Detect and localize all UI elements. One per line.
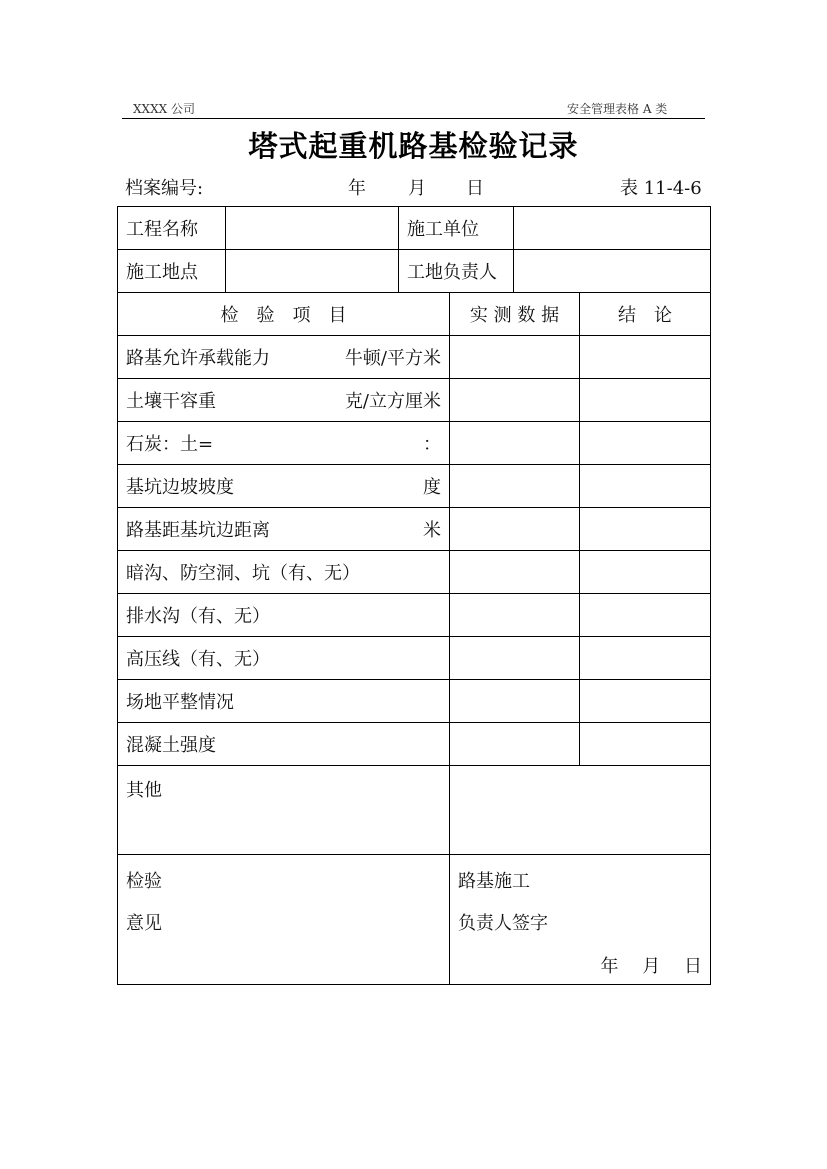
- form-class: 安全管理表格 A 类: [567, 102, 668, 116]
- site-manager-field[interactable]: [514, 250, 711, 293]
- item-name: 路基距基坑边距离: [126, 520, 270, 541]
- item-name: 基坑边坡坡度: [126, 477, 234, 498]
- item-unit: 牛顿/平方米: [344, 348, 441, 369]
- signature-date: 年 月 日: [600, 956, 702, 977]
- table-row: [118, 723, 711, 766]
- other-label: 其他: [118, 766, 450, 855]
- other-row: [118, 766, 711, 855]
- item-name: 高压线（有、无）: [126, 649, 270, 670]
- table-row: [118, 508, 711, 551]
- info-row: [118, 207, 711, 250]
- date-year-label: 年: [348, 178, 366, 199]
- table-row: [118, 637, 711, 680]
- measured-value-field[interactable]: [450, 508, 580, 551]
- table-row: [118, 465, 711, 508]
- item-column-header: 检 验 项 目: [118, 293, 450, 336]
- item-name: 土壤干容重: [126, 391, 216, 412]
- project-name-field[interactable]: [226, 207, 399, 250]
- item-cell: [118, 594, 450, 637]
- other-field[interactable]: [450, 766, 711, 855]
- table-row: [118, 680, 711, 723]
- item-cell: [118, 336, 450, 379]
- item-cell: [118, 465, 450, 508]
- measured-value-field[interactable]: [450, 422, 580, 465]
- conclusion-column-header: 结 论: [580, 293, 711, 336]
- item-cell: [118, 680, 450, 723]
- item-name: 暗沟、防空洞、坑（有、无）: [126, 563, 360, 584]
- inspection-opinion-label-2: 意见: [126, 913, 162, 934]
- table-row: [118, 336, 711, 379]
- signature-cell[interactable]: [450, 855, 711, 985]
- date-day-label: 日: [466, 178, 484, 199]
- item-cell: [118, 379, 450, 422]
- conclusion-field[interactable]: [580, 336, 711, 379]
- item-cell: [118, 508, 450, 551]
- item-unit: ：: [423, 434, 441, 455]
- item-name: 路基允许承载能力: [126, 348, 270, 369]
- conclusion-field[interactable]: [580, 422, 711, 465]
- measured-value-field[interactable]: [450, 637, 580, 680]
- item-name: 排水沟（有、无）: [126, 606, 270, 627]
- table-row: [118, 594, 711, 637]
- header-divider: [122, 118, 705, 119]
- inspection-opinion-cell[interactable]: [118, 855, 450, 985]
- signature-label-1: 路基施工: [458, 871, 530, 892]
- conclusion-field[interactable]: [580, 465, 711, 508]
- item-unit: 度: [423, 477, 441, 498]
- signoff-row: [118, 855, 711, 985]
- item-cell: [118, 723, 450, 766]
- conclusion-field[interactable]: [580, 637, 711, 680]
- item-name: 混凝土强度: [126, 735, 216, 756]
- signature-label-2: 负责人签字: [458, 913, 548, 934]
- conclusion-field[interactable]: [580, 551, 711, 594]
- conclusion-field[interactable]: [580, 508, 711, 551]
- item-cell: [118, 637, 450, 680]
- measured-value-field[interactable]: [450, 465, 580, 508]
- conclusion-field[interactable]: [580, 379, 711, 422]
- project-name-label: 工程名称: [118, 207, 226, 250]
- form-number: 表 11-4-6: [620, 178, 702, 199]
- info-row: [118, 250, 711, 293]
- measured-value-field[interactable]: [450, 680, 580, 723]
- site-label: 施工地点: [118, 250, 226, 293]
- conclusion-field[interactable]: [580, 723, 711, 766]
- conclusion-field[interactable]: [580, 594, 711, 637]
- measured-value-field[interactable]: [450, 336, 580, 379]
- table-row: [118, 422, 711, 465]
- archive-number-label: 档案编号:: [125, 178, 204, 199]
- contractor-field[interactable]: [514, 207, 711, 250]
- measured-value-field[interactable]: [450, 594, 580, 637]
- site-manager-label: 工地负责人: [399, 250, 514, 293]
- measured-value-field[interactable]: [450, 551, 580, 594]
- contractor-label: 施工单位: [399, 207, 514, 250]
- site-field[interactable]: [226, 250, 399, 293]
- measured-value-field[interactable]: [450, 379, 580, 422]
- item-name: 场地平整情况: [126, 692, 234, 713]
- conclusion-field[interactable]: [580, 680, 711, 723]
- company-name: XXXX 公司: [133, 102, 195, 116]
- item-cell: [118, 551, 450, 594]
- measured-value-field[interactable]: [450, 723, 580, 766]
- inspection-form-table: [117, 206, 711, 985]
- table-row: [118, 551, 711, 594]
- item-unit: 克/立方厘米: [344, 391, 441, 412]
- table-row: [118, 379, 711, 422]
- item-unit: 米: [423, 520, 441, 541]
- date-month-label: 月: [408, 178, 426, 199]
- measured-column-header: 实 测 数 据: [450, 293, 580, 336]
- item-cell: [118, 422, 450, 465]
- page-title: 塔式起重机路基检验记录: [248, 129, 579, 163]
- inspection-opinion-label-1: 检验: [126, 871, 162, 892]
- item-name: 石炭：土=: [126, 434, 214, 455]
- column-header-row: [118, 293, 711, 336]
